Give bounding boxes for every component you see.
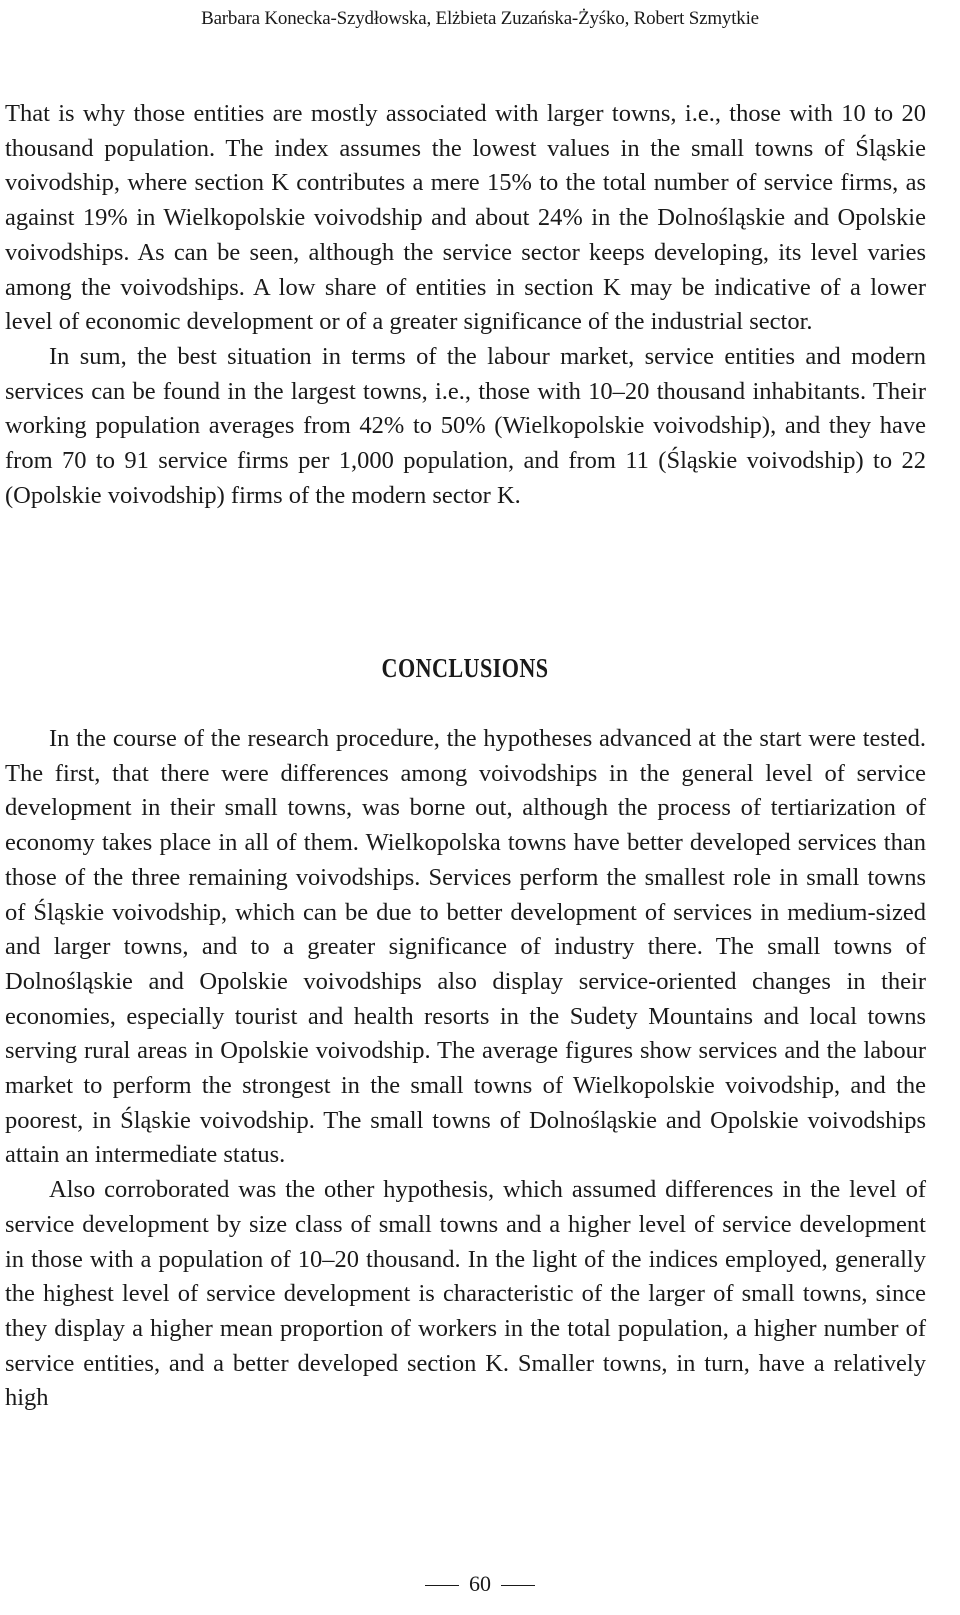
page-number xyxy=(0,1570,960,1598)
body-text-conclusions xyxy=(5,722,926,1416)
page-number-dash-right xyxy=(501,1585,535,1586)
paragraph: In the course of the research procedure, the hypotheses advanced at the start were tested. The first, that there were differences among voivodships in the general level of service development in their small towns, was borne out, although the process of tertiarization of economy takes place in all of them. Wielkopolska towns have better developed services than those of the three remaining voivodships. Services perform the smallest role in small towns of Śląskie voivodship, which can be due to better development of services in medium-sized and larger towns, and to a greater significance of industry there. The small towns of Dolnośląskie and Opolskie voivodships also display service-oriented changes in their economies, especially tourist and health resorts in the Sudety Mountains and local towns serving rural areas in Opolskie voivodship. The average figures show services and the labour market to perform the strongest in the small towns of Wielkopolskie voivodship, and the poorest, in Śląskie voivodship. The small towns of Dolnośląskie and Opolskie voivodships attain an intermediate status. xyxy=(5,725,926,1169)
body-text-top xyxy=(5,97,926,513)
page-number-value: 60 xyxy=(469,1571,491,1596)
paragraph: Also corroborated was the other hypothesis, which assumed differences in the level of service development by size class of small towns and a higher level of service development in those with a population of 10–20 thousand. In the light of the indices employed, generally the highest level of service development is characteristic of the larger of small towns, since they display a higher mean proportion of workers in the total population, a higher number of service entities, and a better developed section K. Smaller towns, in turn, have a relatively high xyxy=(5,1176,926,1412)
running-head: Barbara Konecka-Szydłowska, Elżbieta Zuzańska-Żyśko, Robert Szmytkie xyxy=(201,8,759,29)
paragraph: That is why those entities are mostly associated with larger towns, i.e., those with 10 to 20 thousand population. The index assumes the lowest values in the small towns of Śląskie voivodship, where section K contributes a mere 15% to the total number of service firms, as against 19% in Wielkopolskie voivodship and about 24% in the Dolnośląskie and Opolskie voivodships. As can be seen, although the service sector keeps developing, its level varies among the voivodships. A low share of entities in section K may be indicative of a lower level of economic development or of a greater significance of the industrial sector. xyxy=(5,100,926,336)
page-number-dash-left xyxy=(425,1585,459,1586)
paragraph: In sum, the best situation in terms of the labour market, service entities and modern services can be found in the largest towns, i.e., those with 10–20 thousand inhabitants. Their working population averages from 42% to 50% (Wielkopolskie voivodship), and they have from 70 to 91 service firms per 1,000 population, and from 11 (Śląskie voivodship) to 22 (Opolskie voivodship) firms of the modern sector K. xyxy=(5,342,926,509)
section-heading: CONCLUSIONS xyxy=(381,653,549,683)
